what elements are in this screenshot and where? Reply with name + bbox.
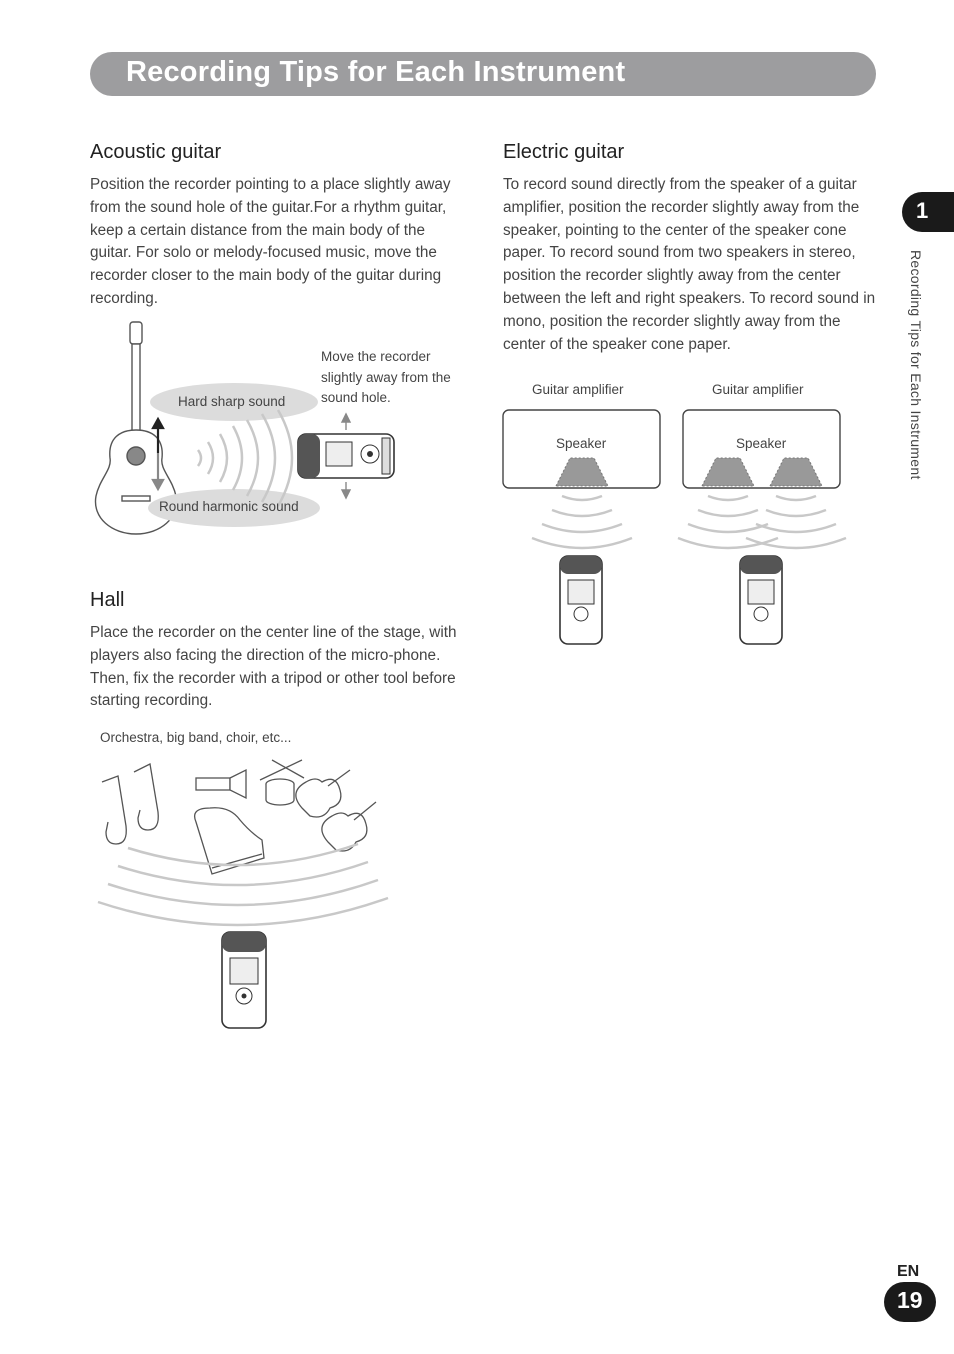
side-running-title: Recording Tips for Each Instrument	[908, 250, 924, 480]
electric-body: To record sound directly from the speaker of a guitar amplifier, position the recorder slightly away from the speaker, pointing to the center of the speaker cone paper. To record sound from two speakers in stereo, position the recorder slightly away from the center between the left and right speakers. To record sound in mono, position the recorder slightly away from the center of the speaker cone paper.	[503, 176, 876, 353]
hall-ensemble-label: Orchestra, big band, choir, etc...	[100, 730, 292, 745]
page-number: 19	[897, 1287, 923, 1313]
language-code: EN	[897, 1263, 920, 1280]
hall-illustration	[88, 756, 398, 1036]
hall-heading: Hall	[90, 589, 125, 611]
recorder-icon	[298, 434, 394, 478]
speaker2-label: Speaker	[736, 436, 787, 451]
acoustic-body: Position the recorder pointing to a place slightly away from the sound hole of the guitar.For a rhythm guitar, keep a certain distance from the main body of the guitar. For solo or melody-focused music, move the recorder closer to the main body of the guitar during recording.	[90, 176, 451, 307]
recorder-icon	[560, 556, 602, 644]
trumpet-icon	[196, 770, 246, 798]
electric-heading: Electric guitar	[503, 141, 625, 163]
sound-waves	[532, 496, 846, 548]
amp2-label: Guitar amplifier	[712, 382, 804, 397]
recorder-icon	[222, 932, 266, 1028]
title-bar	[90, 52, 876, 96]
chapter-number: 1	[916, 198, 929, 223]
chapter-tab	[902, 192, 954, 232]
page-title: Recording Tips for Each Instrument	[126, 56, 626, 88]
hall-body: Place the recorder on the center line of the stage, with players also facing the direction of the micro-phone. Then, fix the recorder with a tripod or other tool before starting recording.	[90, 624, 457, 710]
amp1-label: Guitar amplifier	[532, 382, 624, 397]
move-recorder-label: Move the recorder slightly away from the sound hole.	[321, 349, 451, 405]
violin-icon	[296, 770, 376, 851]
acoustic-heading: Acoustic guitar	[90, 141, 222, 163]
speaker1-label: Speaker	[556, 436, 607, 451]
recorder-icon	[740, 556, 782, 644]
hard-sound-label: Hard sharp sound	[178, 394, 286, 409]
round-sound-label: Round harmonic sound	[159, 499, 299, 514]
saxophone-icon	[102, 764, 158, 844]
electric-illustration	[500, 408, 850, 648]
page-number-badge	[884, 1282, 936, 1322]
